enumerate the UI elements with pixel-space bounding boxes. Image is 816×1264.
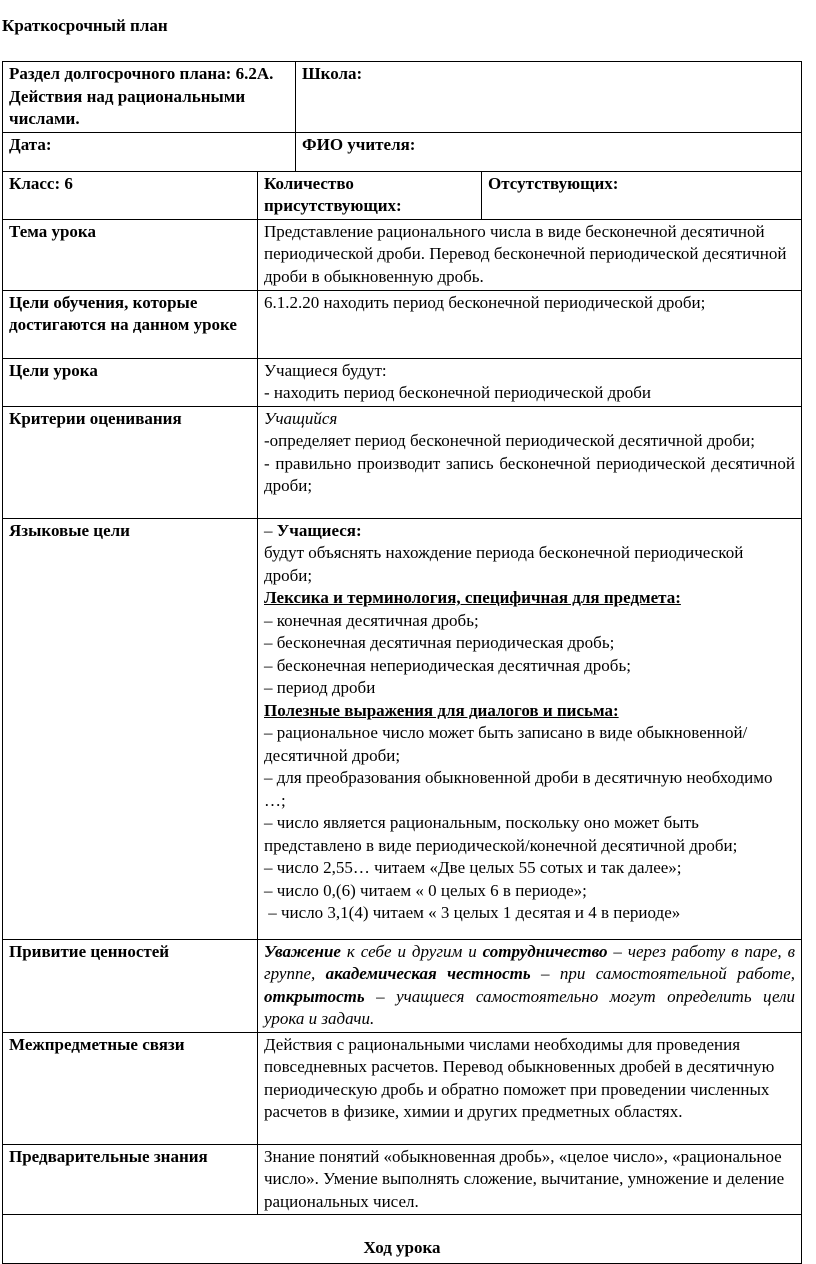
prior-knowledge-label: Предварительные знания [3, 1144, 258, 1215]
cross-subject-text: Действия с рациональными числами необходимы для проведения повседневных расчетов. Перевод обыкновенных дробей в десятичную периодическую дробь и обратно поможет при проведении численных расчетов в физике, химии и других предметных областях. [258, 1032, 802, 1144]
date-cell: Дата: [3, 132, 296, 171]
criteria-cell [258, 406, 802, 518]
header-row-section [3, 62, 802, 133]
values-text: – при самостоятельной работе, [530, 964, 795, 983]
language-dash: – [264, 520, 277, 540]
row-language-goals [3, 518, 802, 939]
topic-label: Тема урока [3, 219, 258, 290]
values-text: – через работу в паре, в группе, [264, 941, 795, 983]
row-criteria [3, 406, 802, 518]
lesson-goals-line2: - находить период бесконечной периодической дроби [264, 383, 651, 402]
school-cell: Школа: [296, 62, 802, 133]
learning-goals-text: 6.1.2.20 находить период бесконечной периодической дроби; [258, 290, 802, 358]
row-topic [3, 219, 802, 290]
learning-goals-label: Цели обучения, которые достигаются на данном уроке [3, 290, 258, 358]
phrase-item: – число 2,55… читаем «Две целых 55 сотых и так далее»; [264, 858, 682, 877]
criteria-intro: Учащийся [264, 408, 338, 428]
class-cell: Класс: 6 [3, 171, 258, 219]
lesson-goals-cell [258, 358, 802, 406]
cross-subject-label: Межпредметные связи [3, 1032, 258, 1144]
language-students-line [264, 520, 795, 543]
phrase-item: – число является рациональным, поскольку оно может быть представлено в виде периодической/конечной десятичной дроби; [264, 813, 738, 855]
vocab-item: – бесконечная десятичная периодическая дробь; [264, 633, 615, 652]
lesson-flow-heading: Ход урока [3, 1215, 802, 1264]
language-students: Учащиеся: [276, 520, 362, 540]
row-values [3, 939, 802, 1032]
row-cross-subject [3, 1032, 802, 1144]
prior-knowledge-text: Знание понятий «обыкновенная дробь», «целое число», «рациональное число». Умение выполнять сложение, вычитание, умножение и деление рациональных чисел. [258, 1144, 802, 1215]
values-term: академическая честность [325, 964, 531, 983]
header-row-class [3, 171, 802, 219]
vocab-item: – конечная десятичная дробь; [264, 610, 479, 630]
absent-cell: Отсутствующих: [482, 171, 802, 219]
section-cell: Раздел долгосрочного плана: 6.2А. Действия над рациональными числами. [3, 62, 296, 133]
row-lesson-goals [3, 358, 802, 406]
criteria-item-1: -определяет период бесконечной периодической десятичной дроби; [264, 431, 755, 450]
criteria-label: Критерии оценивания [3, 406, 258, 518]
values-term: Уважение [264, 941, 341, 961]
header-row-date [3, 132, 802, 171]
vocab-heading: Лексика и терминология, специфичная для предмета: [264, 588, 681, 607]
row-learning-goals [3, 290, 802, 358]
phrase-item: – для преобразования обыкновенной дроби в десятичную необходимо …; [264, 768, 773, 810]
values-label: Привитие ценностей [3, 939, 258, 1032]
phrases-heading: Полезные выражения для диалогов и письма: [264, 700, 619, 720]
teacher-cell: ФИО учителя: [296, 132, 802, 171]
language-goals-cell [258, 518, 802, 939]
document-title: Краткосрочный план [2, 16, 168, 35]
phrase-item: – число 3,1(4) читаем « 3 целых 1 десятая и 4 в периоде» [264, 903, 681, 922]
values-term: открытость [264, 986, 365, 1006]
topic-text: Представление рационального числа в виде бесконечной десятичной периодической дроби. Перевод бесконечной периодической десятичной дроби в обыкновенную дробь. [258, 219, 802, 290]
language-goals-label: Языковые цели [3, 518, 258, 939]
vocab-item: – период дроби [264, 678, 376, 697]
lesson-goals-line1: Учащиеся будут: [264, 360, 387, 380]
language-explain: будут объяснять нахождение периода бесконечной периодической дроби; [264, 543, 744, 585]
vocab-item: – бесконечная непериодическая десятичная дробь; [264, 655, 631, 675]
present-cell: Количество присутствующих: [258, 171, 482, 219]
phrase-item: – рациональное число может быть записано в виде обыкновенной/десятичной дроби; [264, 723, 748, 765]
phrase-item: – число 0,(6) читаем « 0 целых 6 в периоде»; [264, 880, 587, 900]
row-prior-knowledge [3, 1144, 802, 1215]
criteria-item-2: - правильно производит запись бесконечной периодической десятичной дроби; [264, 453, 795, 495]
row-lesson-flow [3, 1215, 802, 1264]
values-term: сотрудничество [482, 941, 608, 961]
lesson-plan-table [2, 61, 802, 1264]
values-cell [258, 939, 802, 1032]
values-text: к себе и другим и [340, 941, 483, 961]
lesson-goals-label: Цели урока [3, 358, 258, 406]
values-text: – учащиеся самостоятельно могут определить цели урока и задачи. [264, 986, 795, 1028]
